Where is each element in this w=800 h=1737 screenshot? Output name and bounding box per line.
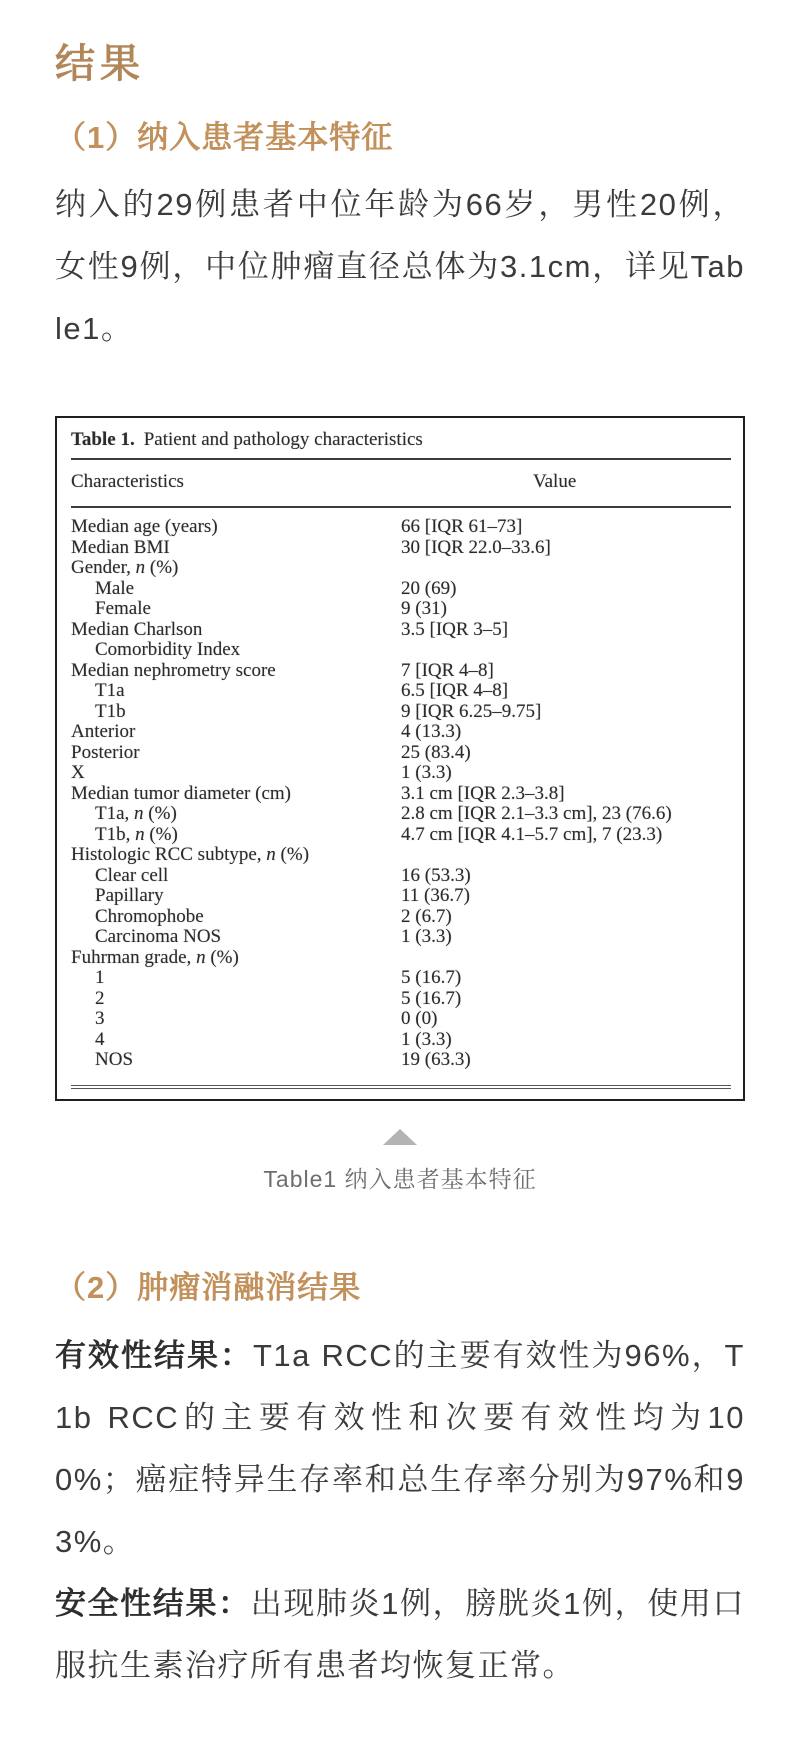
table-row — [71, 825, 731, 846]
table-row — [71, 804, 731, 825]
row-label: T1a, n (%) — [95, 803, 177, 825]
row-value: 0 (0) — [401, 1008, 438, 1030]
table-title — [71, 426, 731, 458]
table-row — [71, 1050, 731, 1071]
row-label: Male — [95, 577, 135, 599]
row-label: 3 — [95, 1008, 105, 1030]
row-value: 25 (83.4) — [401, 741, 471, 763]
row-value: 2.8 cm [IQR 2.1–3.3 cm], 23 (76.6) — [401, 803, 672, 825]
table-row — [71, 845, 731, 866]
row-label: 1 — [95, 967, 105, 989]
table-row — [71, 763, 731, 784]
row-value: 16 (53.3) — [401, 864, 471, 886]
section1-paragraph: 纳入的29例患者中位年龄为66岁，男性20例，女性9例，中位肿瘤直径总体为3.1cm，详见Table1。 — [55, 187, 745, 347]
safety-lead: 安全性结果： — [55, 1585, 251, 1621]
row-label: Clear cell — [95, 864, 169, 886]
column-header-characteristics: Characteristics — [71, 471, 184, 493]
row-label: NOS — [95, 1049, 134, 1071]
row-label: Chromophobe — [95, 905, 204, 927]
row-label: Gender, n (%) — [71, 557, 179, 579]
row-label: Comorbidity Index — [95, 639, 241, 661]
table-rows — [71, 508, 731, 1071]
row-label: Posterior — [71, 741, 140, 763]
row-label: T1a — [95, 680, 125, 702]
row-label: Fuhrman grade, n (%) — [71, 946, 239, 968]
efficacy-text: T1a RCC的主要有效性为96%，T1b RCC的主要有效性和次要有效性均为100%；癌症特异生存率和总生存率分别为97%和93%。 — [55, 1337, 745, 1559]
table-row — [71, 538, 731, 559]
row-value: 3.5 [IQR 3–5] — [401, 618, 509, 640]
table-row — [71, 907, 731, 928]
row-value: 5 (16.7) — [401, 987, 462, 1009]
results-heading: 结果 — [55, 40, 145, 87]
table-row — [71, 1009, 731, 1030]
table-row — [71, 948, 731, 969]
row-label: T1b — [95, 700, 126, 722]
table-row — [71, 620, 731, 641]
table-title-text: Patient and pathology characteristics — [143, 429, 423, 451]
section1-heading: （1）纳入患者基本特征 — [55, 120, 394, 155]
row-value: 6.5 [IQR 4–8] — [401, 680, 509, 702]
row-value: 1 (3.3) — [401, 926, 452, 948]
row-label: T1b, n (%) — [95, 823, 178, 845]
column-header-value: Value — [533, 471, 577, 493]
row-label: Anterior — [71, 721, 136, 743]
efficacy-paragraph — [55, 1325, 745, 1573]
row-label: Histologic RCC subtype, n (%) — [71, 844, 310, 866]
section2-heading: （2）肿瘤消融消结果 — [55, 1270, 362, 1306]
row-value: 1 (3.3) — [401, 762, 452, 784]
row-label: Median Charlson — [71, 618, 203, 640]
table-row — [71, 599, 731, 620]
table-header-row — [71, 460, 731, 506]
row-label: Median nephrometry score — [71, 659, 276, 681]
row-value: 2 (6.7) — [401, 905, 452, 927]
table-row — [71, 681, 731, 702]
safety-text: 出现肺炎1例，膀胱炎1例，使用口服抗生素治疗所有患者均恢复正常。 — [55, 1585, 745, 1683]
row-value: 30 [IQR 22.0–33.6] — [401, 536, 551, 558]
table-row — [71, 661, 731, 682]
row-label: 2 — [95, 987, 105, 1009]
triangle-up-icon — [383, 1129, 417, 1145]
row-value: 9 [IQR 6.25–9.75] — [401, 700, 542, 722]
table-row — [71, 1030, 731, 1051]
table-row — [71, 866, 731, 887]
row-label: Papillary — [95, 885, 164, 907]
table-row — [71, 640, 731, 661]
row-value — [401, 948, 731, 969]
row-value: 19 (63.3) — [401, 1049, 471, 1071]
table-row — [71, 579, 731, 600]
row-label: 4 — [95, 1028, 105, 1050]
row-value: 4.7 cm [IQR 4.1–5.7 cm], 7 (23.3) — [401, 823, 663, 845]
safety-paragraph — [55, 1573, 745, 1697]
table-row — [71, 558, 731, 579]
table-row — [71, 968, 731, 989]
row-value — [401, 845, 731, 866]
row-value — [401, 640, 731, 661]
table-caption: Table1 纳入患者基本特征 — [263, 1166, 537, 1193]
table-row — [71, 743, 731, 764]
table-title-label: Table 1. — [71, 429, 135, 451]
row-label: X — [71, 762, 85, 784]
row-value: 3.1 cm [IQR 2.3–3.8] — [401, 782, 565, 804]
table-row — [71, 722, 731, 743]
row-value: 11 (36.7) — [401, 885, 470, 907]
row-label: Female — [95, 598, 151, 620]
table-row — [71, 989, 731, 1010]
table-row — [71, 927, 731, 948]
table1-image[interactable] — [55, 416, 745, 1101]
row-label: Median BMI — [71, 536, 170, 558]
table-row — [71, 702, 731, 723]
row-label: Carcinoma NOS — [95, 926, 222, 948]
row-value: 9 (31) — [401, 598, 447, 620]
row-value: 7 [IQR 4–8] — [401, 659, 494, 681]
row-label: Median age (years) — [71, 516, 218, 538]
row-value — [401, 558, 731, 579]
row-value: 5 (16.7) — [401, 967, 462, 989]
table-row — [71, 784, 731, 805]
row-value: 4 (13.3) — [401, 721, 462, 743]
row-value: 1 (3.3) — [401, 1028, 452, 1050]
row-value: 66 [IQR 61–73] — [401, 516, 523, 538]
row-label: Median tumor diameter (cm) — [71, 782, 292, 804]
table1-figure — [55, 416, 745, 1194]
efficacy-lead: 有效性结果： — [55, 1337, 253, 1373]
row-value: 20 (69) — [401, 577, 457, 599]
table-row — [71, 517, 731, 538]
table-bottom-rule — [71, 1085, 731, 1090]
table-row — [71, 886, 731, 907]
